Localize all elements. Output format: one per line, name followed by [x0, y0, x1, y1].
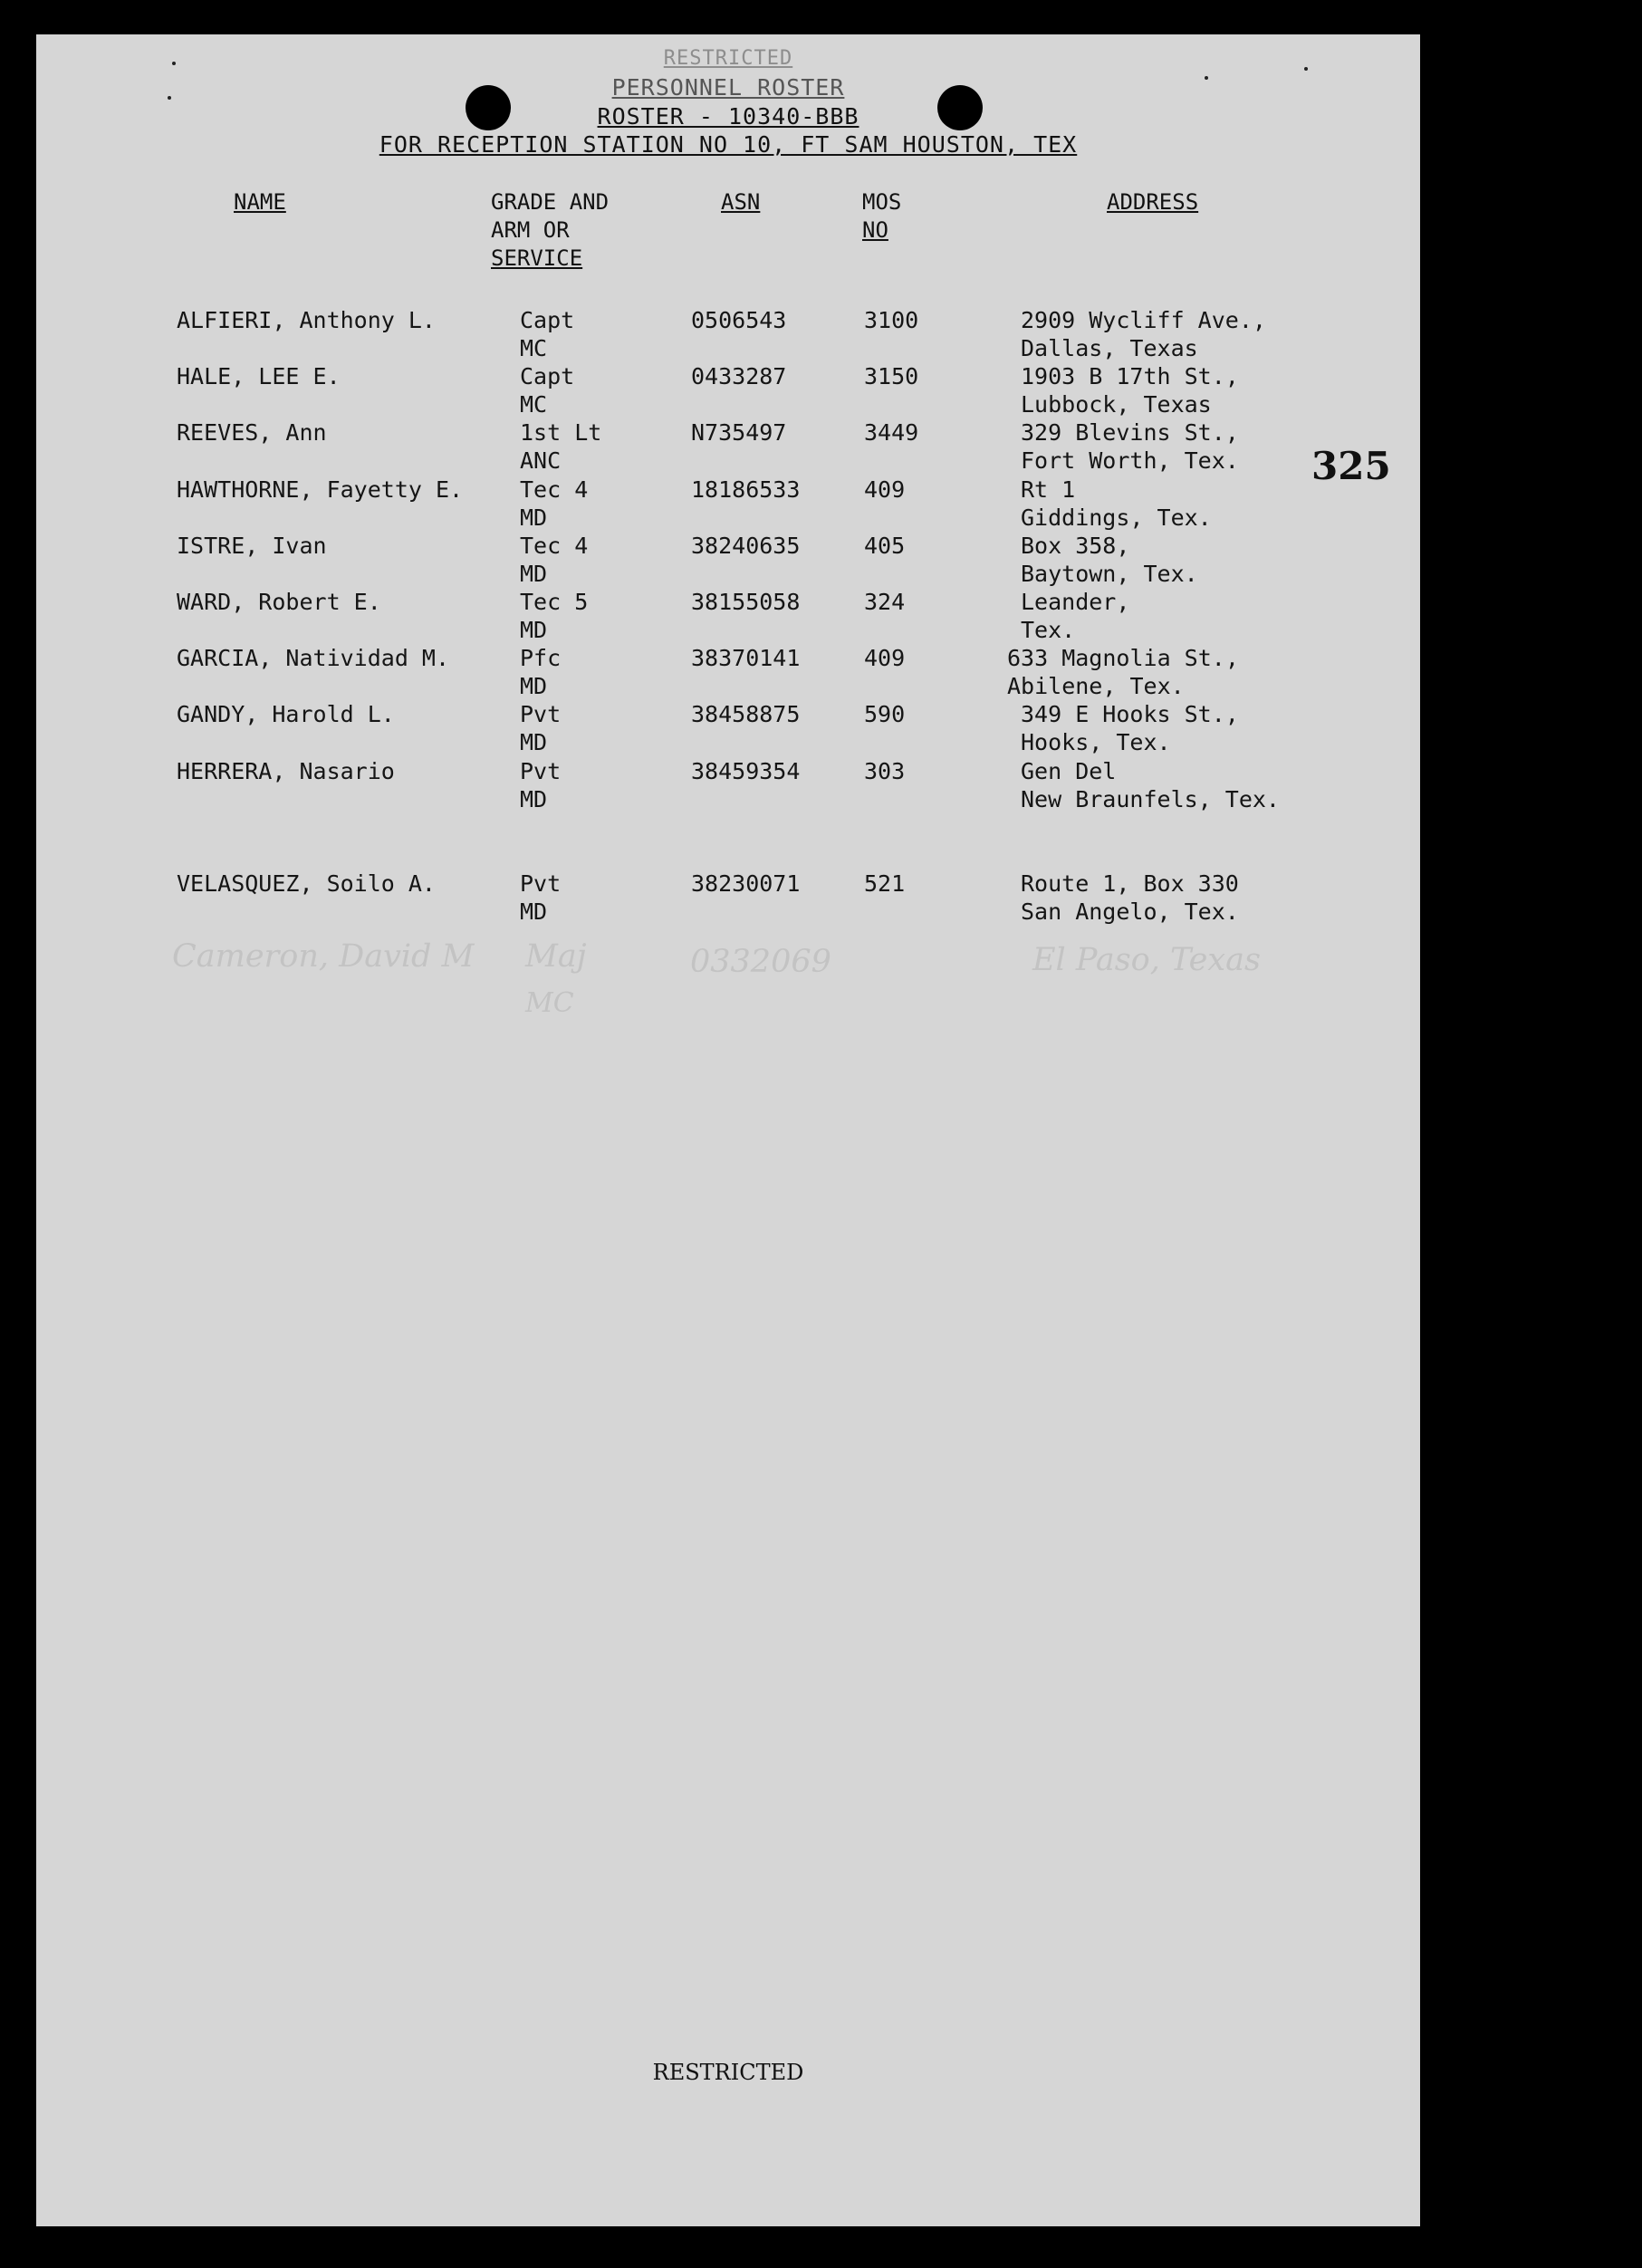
cell-addr1: 2909 Wycliff Ave.,	[1021, 307, 1266, 333]
cell-addr2: Dallas, Texas	[1021, 335, 1198, 361]
cell-grade: Pvt	[520, 701, 562, 728]
column-header-grade-line: SERVICE	[491, 245, 583, 271]
cell-grade: Capt	[520, 307, 575, 333]
cell-asn: 38155058	[691, 589, 801, 615]
cell-mos: 3449	[864, 419, 919, 447]
cell-mos: 3100	[864, 307, 919, 333]
cell-addr1: 1903 B 17th St.,	[1021, 363, 1239, 390]
cell-arm: MD	[520, 504, 548, 531]
column-header-mos-line: NO	[862, 217, 888, 243]
cell-grade: Capt	[520, 363, 575, 390]
cell-name: VELASQUEZ, Soilo A.	[177, 870, 436, 897]
cell-addr2: Lubbock, Texas	[1021, 391, 1212, 418]
cell-asn: N735497	[691, 419, 787, 447]
cell-asn: 0506543	[691, 307, 787, 333]
cell-mos: 409	[864, 645, 906, 672]
cell-asn: 38370141	[691, 645, 801, 672]
cell-name: ALFIERI, Anthony L.	[177, 307, 436, 333]
cell-grade: Tec 4	[520, 476, 589, 503]
cell-addr2: Abilene, Tex.	[1007, 673, 1185, 700]
cell-name: WARD, Robert E.	[177, 589, 381, 615]
column-header-mos-line: MOS	[862, 189, 902, 215]
cell-addr1: 329 Blevins St.,	[1021, 419, 1239, 447]
cell-arm: MD	[520, 560, 548, 587]
cell-grade: Pfc	[520, 645, 562, 672]
cell-grade: 1st Lt	[520, 419, 602, 447]
cell-grade: Tec 4	[520, 532, 589, 559]
cell-mos: 590	[864, 701, 906, 728]
cell-asn: 38459354	[691, 757, 801, 784]
cell-addr2: Fort Worth, Tex.	[1021, 447, 1239, 475]
header-line-1: RESTRICTED	[663, 47, 793, 70]
cell-asn: 38230071	[691, 870, 801, 897]
column-header-grade-line: GRADE AND	[491, 189, 610, 215]
cell-mos: 303	[864, 757, 906, 784]
cell-mos: 521	[864, 870, 906, 897]
cell-mos: 409	[864, 476, 906, 503]
handwritten-address: El Paso, Texas	[1032, 942, 1261, 978]
cell-name: GARCIA, Natividad M.	[177, 645, 450, 672]
cell-arm: ANC	[520, 447, 562, 475]
cell-addr1: Box 358,	[1021, 532, 1130, 559]
cell-mos: 324	[864, 589, 906, 615]
cell-asn: 38240635	[691, 532, 801, 559]
cell-name: HALE, LEE E.	[177, 363, 341, 390]
cell-name: REEVES, Ann	[177, 419, 327, 447]
cell-addr1: 633 Magnolia St.,	[1007, 645, 1239, 672]
header-line-4: FOR RECEPTION STATION NO 10, FT SAM HOUSTON, TEX	[379, 131, 1078, 158]
column-header-grade	[491, 188, 609, 273]
cell-grade: Pvt	[520, 870, 562, 897]
cell-grade: Tec 5	[520, 589, 589, 615]
handwritten-arm: MC	[525, 987, 574, 1019]
cell-arm: MD	[520, 729, 548, 756]
column-header-name: NAME	[234, 189, 286, 215]
cell-addr1: Rt 1	[1021, 476, 1076, 503]
column-header-mos	[862, 188, 901, 245]
cell-name: HAWTHORNE, Fayetty E.	[177, 476, 464, 503]
cell-arm: MD	[520, 785, 548, 812]
cell-addr2: Hooks, Tex.	[1021, 729, 1171, 756]
cell-addr2: Baytown, Tex.	[1021, 560, 1198, 587]
cell-name: ISTRE, Ivan	[177, 532, 327, 559]
cell-grade: Pvt	[520, 757, 562, 784]
cell-addr1: 349 E Hooks St.,	[1021, 701, 1239, 728]
cell-addr1: Leander,	[1021, 589, 1130, 615]
handwritten-grade: Maj	[525, 938, 587, 975]
cell-asn: 38458875	[691, 701, 801, 728]
cell-name: HERRERA, Nasario	[177, 757, 395, 784]
cell-addr1: Gen Del	[1021, 757, 1117, 784]
column-header-grade-line: ARM OR	[491, 217, 570, 243]
footer-restricted: RESTRICTED	[652, 2060, 804, 2085]
cell-mos: 405	[864, 532, 906, 559]
cell-name: GANDY, Harold L.	[177, 701, 395, 728]
column-header-address: ADDRESS	[1107, 189, 1199, 215]
cell-asn: 18186533	[691, 476, 801, 503]
handwritten-asn: 0332069	[690, 944, 831, 980]
cell-arm: MC	[520, 391, 548, 418]
header-line-2: PERSONNEL ROSTER	[611, 74, 845, 101]
roster-page	[36, 34, 1420, 2226]
cell-arm: MC	[520, 335, 548, 361]
column-header-asn: ASN	[721, 189, 761, 215]
cell-arm: MD	[520, 898, 548, 925]
cell-addr2: New Braunfels, Tex.	[1021, 785, 1280, 812]
cell-addr2: San Angelo, Tex.	[1021, 898, 1239, 925]
cell-addr1: Route 1, Box 330	[1021, 870, 1239, 897]
cell-arm: MD	[520, 673, 548, 700]
cell-addr2: Giddings, Tex.	[1021, 504, 1212, 531]
cell-addr2: Tex.	[1021, 617, 1076, 643]
cell-arm: MD	[520, 617, 548, 643]
header-line-3: ROSTER - 10340-BBB	[597, 103, 859, 130]
cell-mos: 3150	[864, 363, 919, 390]
cell-asn: 0433287	[691, 363, 787, 390]
page-number: 325	[1311, 444, 1391, 488]
handwritten-name: Cameron, David M	[172, 938, 475, 975]
